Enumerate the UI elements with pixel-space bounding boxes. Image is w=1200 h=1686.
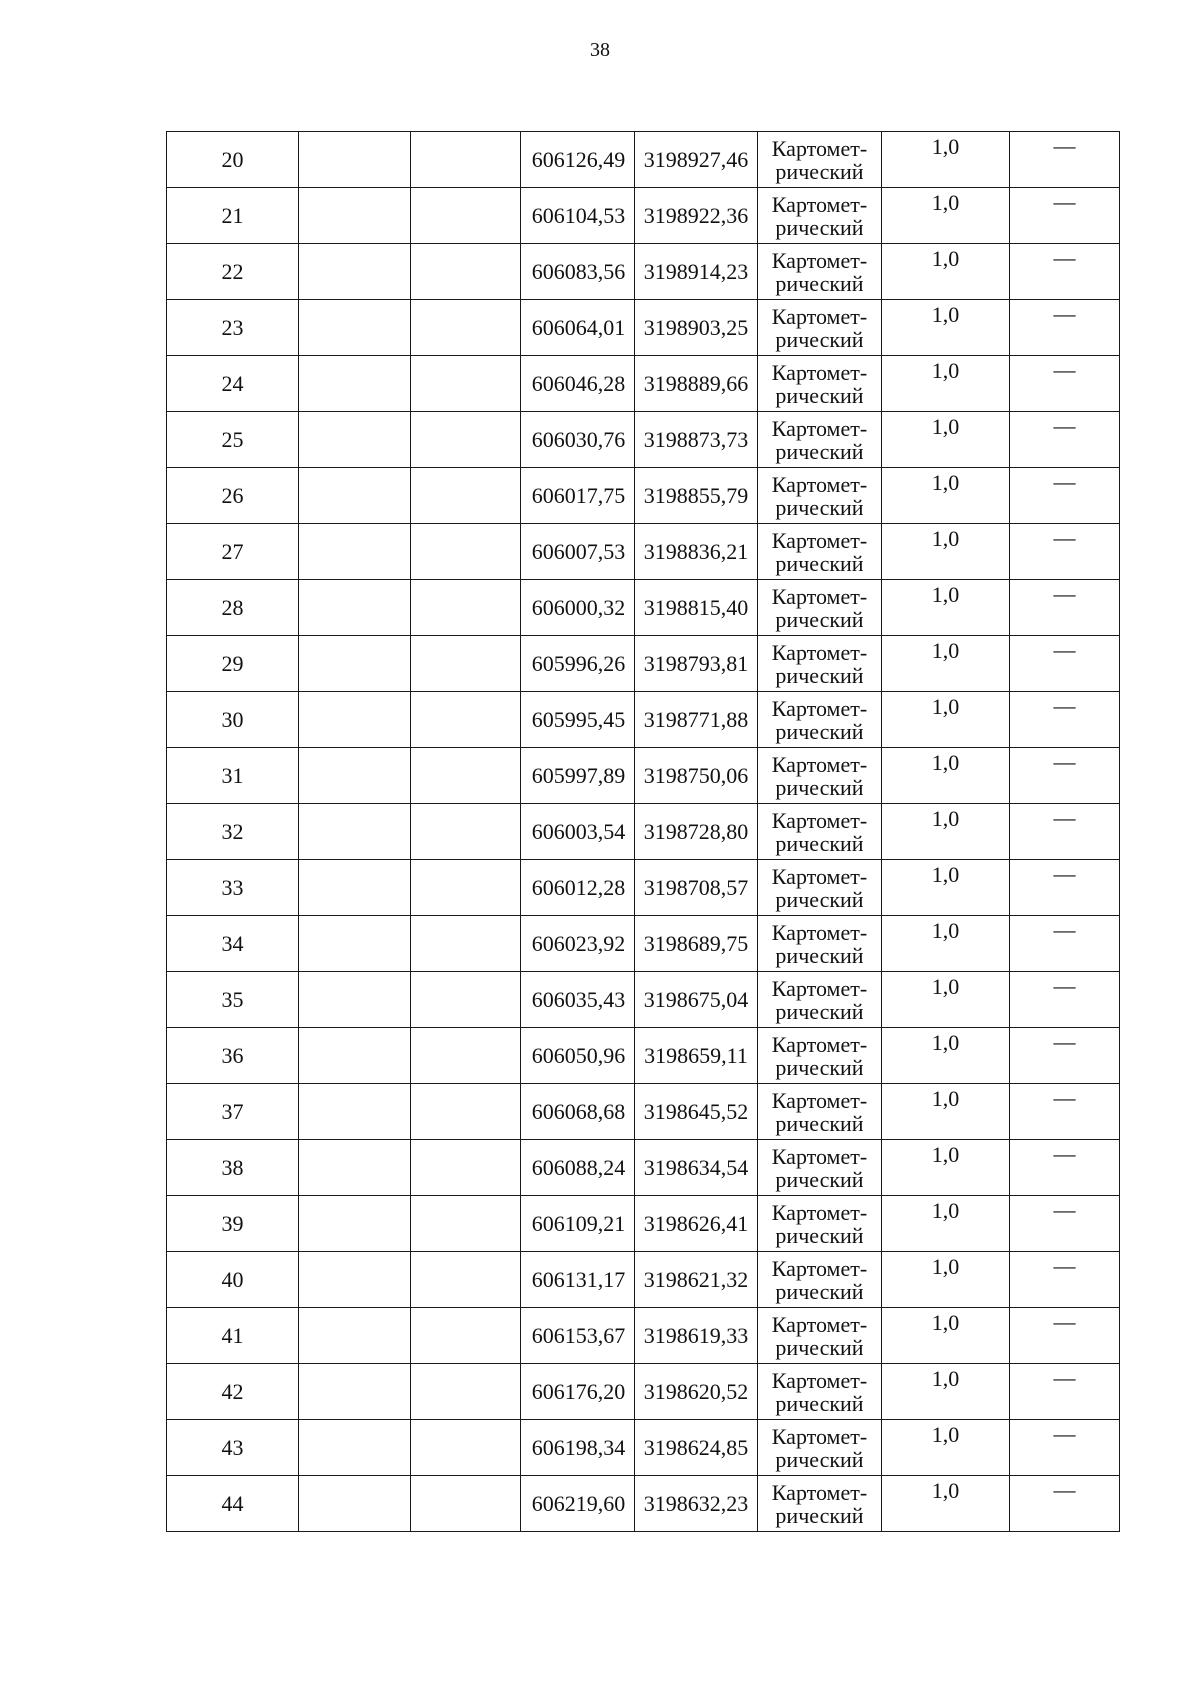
method-line-1: Картомет- [771, 1367, 868, 1393]
accuracy-cell: 1,0 [882, 1028, 1010, 1084]
x-coordinate-cell: 606219,60 [521, 1476, 635, 1532]
y-coordinate-cell: 3198922,36 [635, 188, 758, 244]
method-line-2: рический [775, 830, 864, 856]
method-line-1: Картомет- [771, 1199, 868, 1225]
table-row [167, 1028, 1120, 1084]
empty-cell [411, 468, 521, 524]
point-number-cell: 20 [167, 132, 299, 188]
table-row [167, 580, 1120, 636]
method-line-1: Картомет- [771, 527, 868, 553]
y-coordinate-cell: 3198927,46 [635, 132, 758, 188]
empty-cell [411, 1476, 521, 1532]
point-number-cell: 33 [167, 860, 299, 916]
table-row [167, 1364, 1120, 1420]
x-coordinate-cell: 606035,43 [521, 972, 635, 1028]
table-row [167, 1308, 1120, 1364]
empty-cell [299, 692, 411, 748]
method-line-2: рический [775, 270, 864, 296]
table-row [167, 468, 1120, 524]
y-coordinate-cell: 3198632,23 [635, 1476, 758, 1532]
method-line-2: рический [775, 1446, 864, 1472]
accuracy-cell: 1,0 [882, 916, 1010, 972]
accuracy-cell: 1,0 [882, 356, 1010, 412]
method-line-1: Картомет- [771, 135, 868, 161]
note-cell: — [1010, 972, 1120, 1028]
x-coordinate-cell: 606126,49 [521, 132, 635, 188]
method-line-2: рический [775, 214, 864, 240]
x-coordinate-cell: 606131,17 [521, 1252, 635, 1308]
x-coordinate-cell: 606003,54 [521, 804, 635, 860]
empty-cell [411, 1084, 521, 1140]
method-line-2: рический [775, 382, 864, 408]
method-line-1: Картомет- [771, 751, 868, 777]
method-line-1: Картомет- [771, 415, 868, 441]
table-row [167, 804, 1120, 860]
point-number-cell: 42 [167, 1364, 299, 1420]
note-cell: — [1010, 692, 1120, 748]
table-row [167, 244, 1120, 300]
method-cell [758, 1308, 882, 1364]
empty-cell [411, 1308, 521, 1364]
table-row [167, 524, 1120, 580]
empty-cell [411, 1364, 521, 1420]
point-number-cell: 34 [167, 916, 299, 972]
method-line-2: рический [775, 718, 864, 744]
method-cell [758, 1140, 882, 1196]
note-cell: — [1010, 132, 1120, 188]
x-coordinate-cell: 606153,67 [521, 1308, 635, 1364]
point-number-cell: 22 [167, 244, 299, 300]
empty-cell [299, 1084, 411, 1140]
accuracy-cell: 1,0 [882, 188, 1010, 244]
method-line-2: рический [775, 1166, 864, 1192]
empty-cell [411, 636, 521, 692]
note-cell: — [1010, 1084, 1120, 1140]
table-row [167, 636, 1120, 692]
empty-cell [299, 188, 411, 244]
point-number-cell: 21 [167, 188, 299, 244]
x-coordinate-cell: 606007,53 [521, 524, 635, 580]
note-cell: — [1010, 1420, 1120, 1476]
method-cell [758, 636, 882, 692]
method-line-2: рический [775, 606, 864, 632]
y-coordinate-cell: 3198728,80 [635, 804, 758, 860]
empty-cell [299, 860, 411, 916]
method-line-2: рический [775, 1502, 864, 1528]
note-cell: — [1010, 916, 1120, 972]
y-coordinate-cell: 3198771,88 [635, 692, 758, 748]
accuracy-cell: 1,0 [882, 636, 1010, 692]
method-cell [758, 524, 882, 580]
y-coordinate-cell: 3198793,81 [635, 636, 758, 692]
method-cell [758, 468, 882, 524]
note-cell: — [1010, 1028, 1120, 1084]
method-line-1: Картомет- [771, 359, 868, 385]
method-line-1: Картомет- [771, 1031, 868, 1057]
empty-cell [411, 748, 521, 804]
point-number-cell: 27 [167, 524, 299, 580]
empty-cell [411, 244, 521, 300]
method-line-1: Картомет- [771, 1311, 868, 1337]
y-coordinate-cell: 3198626,41 [635, 1196, 758, 1252]
method-cell [758, 1196, 882, 1252]
accuracy-cell: 1,0 [882, 860, 1010, 916]
method-cell [758, 132, 882, 188]
accuracy-cell: 1,0 [882, 580, 1010, 636]
y-coordinate-cell: 3198675,04 [635, 972, 758, 1028]
note-cell: — [1010, 356, 1120, 412]
method-line-1: Картомет- [771, 919, 868, 945]
y-coordinate-cell: 3198621,32 [635, 1252, 758, 1308]
table-row [167, 132, 1120, 188]
empty-cell [299, 524, 411, 580]
note-cell: — [1010, 804, 1120, 860]
accuracy-cell: 1,0 [882, 748, 1010, 804]
note-cell: — [1010, 188, 1120, 244]
x-coordinate-cell: 606104,53 [521, 188, 635, 244]
method-cell [758, 860, 882, 916]
x-coordinate-cell: 606050,96 [521, 1028, 635, 1084]
accuracy-cell: 1,0 [882, 468, 1010, 524]
method-cell [758, 804, 882, 860]
note-cell: — [1010, 300, 1120, 356]
point-number-cell: 39 [167, 1196, 299, 1252]
method-cell [758, 356, 882, 412]
point-number-cell: 28 [167, 580, 299, 636]
empty-cell [299, 412, 411, 468]
point-number-cell: 32 [167, 804, 299, 860]
x-coordinate-cell: 606000,32 [521, 580, 635, 636]
method-line-1: Картомет- [771, 695, 868, 721]
y-coordinate-cell: 3198873,73 [635, 412, 758, 468]
empty-cell [299, 1476, 411, 1532]
empty-cell [299, 636, 411, 692]
method-line-1: Картомет- [771, 191, 868, 217]
x-coordinate-cell: 606012,28 [521, 860, 635, 916]
note-cell: — [1010, 1140, 1120, 1196]
table-row [167, 972, 1120, 1028]
point-number-cell: 24 [167, 356, 299, 412]
method-line-1: Картомет- [771, 1087, 868, 1113]
y-coordinate-cell: 3198708,57 [635, 860, 758, 916]
y-coordinate-cell: 3198619,33 [635, 1308, 758, 1364]
method-cell [758, 916, 882, 972]
method-line-2: рический [775, 550, 864, 576]
y-coordinate-cell: 3198815,40 [635, 580, 758, 636]
note-cell: — [1010, 1196, 1120, 1252]
table-row [167, 1196, 1120, 1252]
method-cell [758, 1084, 882, 1140]
empty-cell [299, 972, 411, 1028]
method-cell [758, 692, 882, 748]
method-line-2: рический [775, 1110, 864, 1136]
method-line-1: Картомет- [771, 583, 868, 609]
method-line-1: Картомет- [771, 1143, 868, 1169]
point-number-cell: 29 [167, 636, 299, 692]
point-number-cell: 36 [167, 1028, 299, 1084]
x-coordinate-cell: 606176,20 [521, 1364, 635, 1420]
y-coordinate-cell: 3198634,54 [635, 1140, 758, 1196]
note-cell: — [1010, 860, 1120, 916]
note-cell: — [1010, 524, 1120, 580]
y-coordinate-cell: 3198659,11 [635, 1028, 758, 1084]
x-coordinate-cell: 606046,28 [521, 356, 635, 412]
method-line-2: рический [775, 998, 864, 1024]
point-number-cell: 30 [167, 692, 299, 748]
y-coordinate-cell: 3198624,85 [635, 1420, 758, 1476]
method-cell [758, 1252, 882, 1308]
table-row [167, 1084, 1120, 1140]
x-coordinate-cell: 605995,45 [521, 692, 635, 748]
table-row [167, 188, 1120, 244]
empty-cell [411, 356, 521, 412]
accuracy-cell: 1,0 [882, 132, 1010, 188]
method-line-1: Картомет- [771, 807, 868, 833]
method-line-1: Картомет- [771, 1255, 868, 1281]
coordinates-table [166, 131, 1120, 1532]
table-row [167, 1420, 1120, 1476]
method-line-1: Картомет- [771, 1423, 868, 1449]
table-row [167, 356, 1120, 412]
x-coordinate-cell: 605996,26 [521, 636, 635, 692]
method-line-1: Картомет- [771, 863, 868, 889]
method-line-2: рический [775, 158, 864, 184]
accuracy-cell: 1,0 [882, 300, 1010, 356]
x-coordinate-cell: 606023,92 [521, 916, 635, 972]
method-line-2: рический [775, 942, 864, 968]
empty-cell [299, 132, 411, 188]
x-coordinate-cell: 606109,21 [521, 1196, 635, 1252]
point-number-cell: 43 [167, 1420, 299, 1476]
accuracy-cell: 1,0 [882, 692, 1010, 748]
table-row [167, 300, 1120, 356]
accuracy-cell: 1,0 [882, 524, 1010, 580]
table-row [167, 916, 1120, 972]
y-coordinate-cell: 3198855,79 [635, 468, 758, 524]
method-line-1: Картомет- [771, 975, 868, 1001]
empty-cell [299, 1420, 411, 1476]
point-number-cell: 35 [167, 972, 299, 1028]
accuracy-cell: 1,0 [882, 412, 1010, 468]
note-cell: — [1010, 636, 1120, 692]
accuracy-cell: 1,0 [882, 1252, 1010, 1308]
x-coordinate-cell: 606088,24 [521, 1140, 635, 1196]
empty-cell [299, 244, 411, 300]
x-coordinate-cell: 606083,56 [521, 244, 635, 300]
note-cell: — [1010, 1476, 1120, 1532]
empty-cell [299, 300, 411, 356]
method-cell [758, 580, 882, 636]
table-row [167, 1252, 1120, 1308]
x-coordinate-cell: 606030,76 [521, 412, 635, 468]
method-line-2: рический [775, 1390, 864, 1416]
empty-cell [299, 1364, 411, 1420]
empty-cell [411, 1140, 521, 1196]
x-coordinate-cell: 605997,89 [521, 748, 635, 804]
method-line-2: рический [775, 662, 864, 688]
method-line-2: рический [775, 886, 864, 912]
point-number-cell: 44 [167, 1476, 299, 1532]
table-row [167, 412, 1120, 468]
method-cell [758, 748, 882, 804]
empty-cell [299, 804, 411, 860]
table-row [167, 1476, 1120, 1532]
method-cell [758, 1476, 882, 1532]
table-row [167, 1140, 1120, 1196]
method-cell [758, 188, 882, 244]
point-number-cell: 38 [167, 1140, 299, 1196]
method-cell [758, 300, 882, 356]
method-line-2: рический [775, 1334, 864, 1360]
y-coordinate-cell: 3198889,66 [635, 356, 758, 412]
method-line-1: Картомет- [771, 471, 868, 497]
method-line-2: рический [775, 494, 864, 520]
note-cell: — [1010, 468, 1120, 524]
empty-cell [411, 188, 521, 244]
method-line-1: Картомет- [771, 639, 868, 665]
point-number-cell: 40 [167, 1252, 299, 1308]
empty-cell [411, 692, 521, 748]
accuracy-cell: 1,0 [882, 1364, 1010, 1420]
method-line-2: рический [775, 1222, 864, 1248]
y-coordinate-cell: 3198689,75 [635, 916, 758, 972]
table-row [167, 860, 1120, 916]
accuracy-cell: 1,0 [882, 1476, 1010, 1532]
empty-cell [411, 804, 521, 860]
y-coordinate-cell: 3198750,06 [635, 748, 758, 804]
page-number: 38 [590, 39, 610, 61]
empty-cell [411, 524, 521, 580]
note-cell: — [1010, 412, 1120, 468]
empty-cell [299, 1028, 411, 1084]
note-cell: — [1010, 1252, 1120, 1308]
empty-cell [411, 1196, 521, 1252]
point-number-cell: 23 [167, 300, 299, 356]
accuracy-cell: 1,0 [882, 972, 1010, 1028]
empty-cell [411, 1420, 521, 1476]
accuracy-cell: 1,0 [882, 1084, 1010, 1140]
empty-cell [299, 580, 411, 636]
method-line-2: рический [775, 1278, 864, 1304]
empty-cell [411, 860, 521, 916]
y-coordinate-cell: 3198903,25 [635, 300, 758, 356]
empty-cell [299, 916, 411, 972]
method-line-1: Картомет- [771, 247, 868, 273]
method-line-1: Картомет- [771, 303, 868, 329]
empty-cell [299, 1252, 411, 1308]
note-cell: — [1010, 244, 1120, 300]
accuracy-cell: 1,0 [882, 804, 1010, 860]
point-number-cell: 31 [167, 748, 299, 804]
empty-cell [299, 356, 411, 412]
empty-cell [411, 1252, 521, 1308]
point-number-cell: 26 [167, 468, 299, 524]
empty-cell [299, 1140, 411, 1196]
method-line-2: рический [775, 1054, 864, 1080]
x-coordinate-cell: 606064,01 [521, 300, 635, 356]
empty-cell [411, 580, 521, 636]
table-row [167, 692, 1120, 748]
x-coordinate-cell: 606068,68 [521, 1084, 635, 1140]
note-cell: — [1010, 1308, 1120, 1364]
empty-cell [299, 748, 411, 804]
empty-cell [299, 468, 411, 524]
x-coordinate-cell: 606198,34 [521, 1420, 635, 1476]
table-body [167, 132, 1120, 1532]
note-cell: — [1010, 748, 1120, 804]
y-coordinate-cell: 3198836,21 [635, 524, 758, 580]
point-number-cell: 41 [167, 1308, 299, 1364]
accuracy-cell: 1,0 [882, 1140, 1010, 1196]
note-cell: — [1010, 1364, 1120, 1420]
method-cell [758, 1364, 882, 1420]
point-number-cell: 37 [167, 1084, 299, 1140]
empty-cell [411, 1028, 521, 1084]
empty-cell [411, 972, 521, 1028]
method-line-1: Картомет- [771, 1479, 868, 1505]
x-coordinate-cell: 606017,75 [521, 468, 635, 524]
y-coordinate-cell: 3198620,52 [635, 1364, 758, 1420]
method-cell [758, 1420, 882, 1476]
empty-cell [411, 300, 521, 356]
method-line-2: рический [775, 326, 864, 352]
empty-cell [299, 1308, 411, 1364]
y-coordinate-cell: 3198645,52 [635, 1084, 758, 1140]
accuracy-cell: 1,0 [882, 244, 1010, 300]
method-line-2: рический [775, 774, 864, 800]
method-line-2: рический [775, 438, 864, 464]
method-cell [758, 972, 882, 1028]
method-cell [758, 1028, 882, 1084]
note-cell: — [1010, 580, 1120, 636]
method-cell [758, 412, 882, 468]
y-coordinate-cell: 3198914,23 [635, 244, 758, 300]
empty-cell [299, 1196, 411, 1252]
point-number-cell: 25 [167, 412, 299, 468]
method-cell [758, 244, 882, 300]
accuracy-cell: 1,0 [882, 1196, 1010, 1252]
empty-cell [411, 916, 521, 972]
table-row [167, 748, 1120, 804]
empty-cell [411, 132, 521, 188]
accuracy-cell: 1,0 [882, 1308, 1010, 1364]
accuracy-cell: 1,0 [882, 1420, 1010, 1476]
empty-cell [411, 412, 521, 468]
